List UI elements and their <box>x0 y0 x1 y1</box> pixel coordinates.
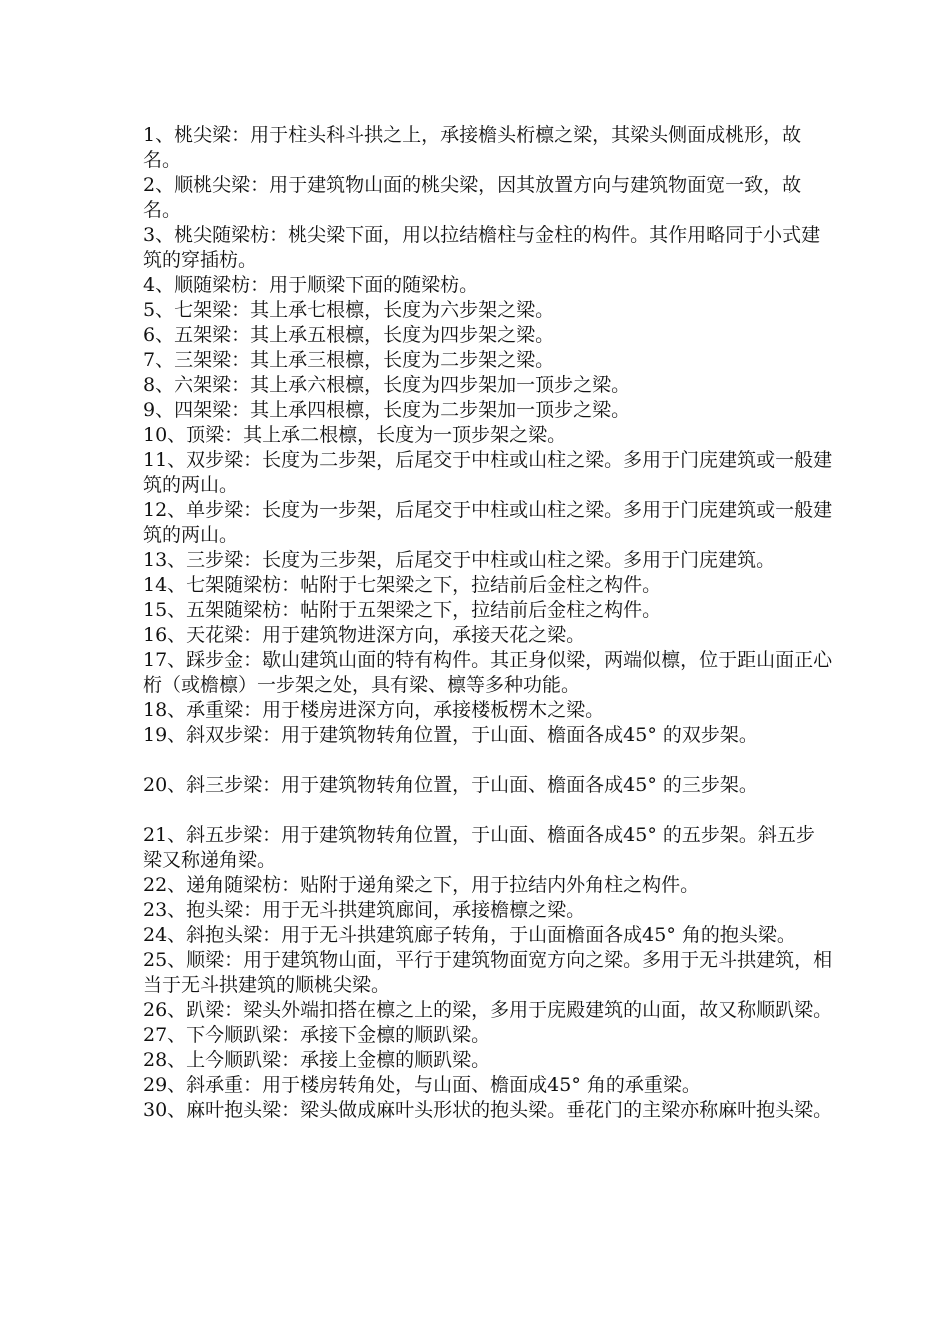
entry-24: 24、斜抱头梁：用于无斗拱建筑廊子转角，于山面檐面各成45° 角的抱头梁。 <box>143 924 796 946</box>
entry-9: 9、四架梁：其上承四根檩，长度为二步架加一顶步之梁。 <box>143 399 631 421</box>
entry-21: 21、斜五步梁：用于建筑物转角位置，于山面、檐面各成45° 的五步架。斜五步梁又称递角梁。 <box>143 824 815 871</box>
entry-11: 11、双步梁：长度为二步架，后尾交于中柱或山柱之梁。多用于门庑建筑或一般建筑的两山。 <box>143 449 833 496</box>
entry-25: 25、顺梁：用于建筑物山面，平行于建筑物面宽方向之梁。多用于无斗拱建筑，相当于无斗拱建筑的顺桃尖梁。 <box>143 949 833 996</box>
entry-13: 13、三步梁：长度为三步架，后尾交于中柱或山柱之梁。多用于门庑建筑。 <box>143 549 776 571</box>
entry-1: 1、桃尖梁：用于柱头科斗拱之上，承接檐头桁檩之梁，其梁头侧面成桃形，故名。 <box>143 124 802 171</box>
entry-15: 15、五架随梁枋：帖附于五架梁之下，拉结前后金柱之构件。 <box>143 599 662 621</box>
entry-29: 29、斜承重：用于楼房转角处，与山面、檐面成45° 角的承重梁。 <box>143 1074 701 1096</box>
entry-28: 28、上今顺趴梁：承接上金檩的顺趴梁。 <box>143 1049 491 1071</box>
entry-14: 14、七架随梁枋：帖附于七架梁之下，拉结前后金柱之构件。 <box>143 574 662 596</box>
entry-19: 19、斜双步梁：用于建筑物转角位置，于山面、檐面各成45° 的双步架。 <box>143 724 758 746</box>
entry-10: 10、顶梁：其上承二根檩，长度为一顶步架之梁。 <box>143 424 567 446</box>
entry-12: 12、单步梁：长度为一步架，后尾交于中柱或山柱之梁。多用于门庑建筑或一般建筑的两山。 <box>143 499 833 546</box>
entry-18: 18、承重梁：用于楼房进深方向，承接楼板楞木之梁。 <box>143 699 605 721</box>
entry-17: 17、踩步金：歇山建筑山面的特有构件。其正身似梁，两端似檩，位于距山面正心桁（或檐檩）一步架之处，具有梁、檩等多种功能。 <box>143 649 833 696</box>
entry-16: 16、天花梁：用于建筑物进深方向，承接天花之梁。 <box>143 624 586 646</box>
document-body <box>143 123 833 1123</box>
entry-7: 7、三架梁：其上承三根檩，长度为二步架之梁。 <box>143 349 555 371</box>
entry-4: 4、顺随梁枋：用于顺梁下面的随梁枋。 <box>143 274 479 296</box>
entry-6: 6、五架梁：其上承五根檩，长度为四步架之梁。 <box>143 324 555 346</box>
entry-5: 5、七架梁：其上承七根檩，长度为六步架之梁。 <box>143 299 555 321</box>
entry-2: 2、顺桃尖梁：用于建筑物山面的桃尖梁，因其放置方向与建筑物面宽一致，故名。 <box>143 174 802 221</box>
entry-23: 23、抱头梁：用于无斗拱建筑廊间，承接檐檩之梁。 <box>143 899 586 921</box>
entry-26: 26、趴梁：梁头外端扣搭在檩之上的梁，多用于庑殿建筑的山面，故又称顺趴梁。 <box>143 999 833 1021</box>
entry-20: 20、斜三步梁：用于建筑物转角位置，于山面、檐面各成45° 的三步架。 <box>143 774 758 796</box>
entry-22: 22、递角随梁枋：贴附于递角梁之下，用于拉结内外角柱之构件。 <box>143 874 700 896</box>
entry-30: 30、麻叶抱头梁：梁头做成麻叶头形状的抱头梁。垂花门的主梁亦称麻叶抱头梁。 <box>143 1099 833 1121</box>
entry-27: 27、下今顺趴梁：承接下金檩的顺趴梁。 <box>143 1024 491 1046</box>
entry-3: 3、桃尖随梁枋：桃尖梁下面，用以拉结檐柱与金柱的构件。其作用略同于小式建筑的穿插枋。 <box>143 224 821 271</box>
entry-8: 8、六架梁：其上承六根檩，长度为四步架加一顶步之梁。 <box>143 374 631 396</box>
